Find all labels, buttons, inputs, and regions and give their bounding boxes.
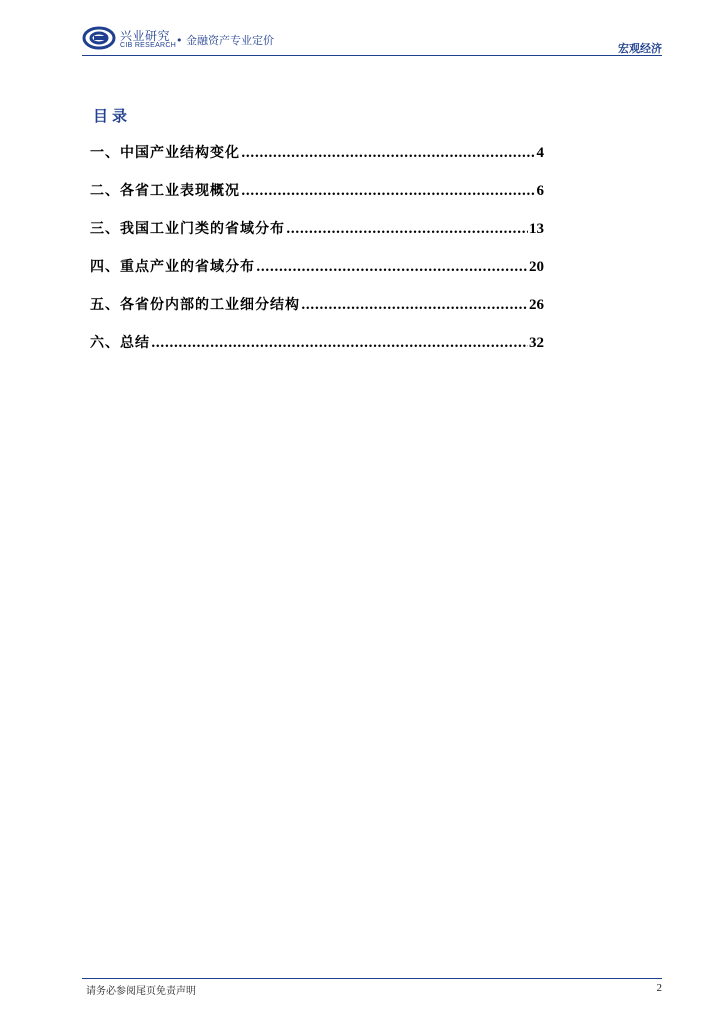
toc-entry-label: 三、我国工业门类的省域分布 (90, 221, 285, 237)
brand-name-cn: 兴业研究 (120, 29, 171, 43)
toc-entry[interactable] (90, 180, 544, 204)
toc-entry-label: 六、总结 (90, 335, 150, 351)
footer-divider (82, 978, 662, 979)
toc-entry[interactable] (90, 218, 544, 242)
toc-entry[interactable] (90, 332, 544, 356)
toc-entry-label: 四、重点产业的省域分布 (90, 259, 255, 275)
toc-entry-page: 20 (529, 259, 544, 275)
toc-leader-dots (256, 260, 528, 275)
section-title: 宏观经济 (618, 42, 662, 55)
toc-entry-label: 二、各省工业表现概况 (90, 183, 240, 199)
header-divider (82, 55, 662, 56)
toc-leader-dots (286, 222, 528, 237)
toc-entry-label: 一、中国产业结构变化 (90, 145, 240, 161)
toc-leader-dots (151, 336, 528, 351)
toc-entry[interactable] (90, 294, 544, 318)
footer-disclaimer: 请务必参阅尾页免责声明 (86, 986, 196, 997)
toc-title: 目录 (93, 107, 132, 125)
toc-entry-label: 五、各省份内部的工业细分结构 (90, 297, 300, 313)
page-header (82, 26, 662, 58)
cib-logo-icon (82, 26, 116, 50)
page-number: 2 (656, 982, 662, 994)
brand-name-en: CIB RESEARCH (120, 42, 177, 49)
toc-entry-page: 4 (536, 145, 544, 161)
toc-entry-page: 13 (529, 221, 544, 237)
toc-entry-page: 26 (529, 297, 544, 313)
toc-entry-page: 6 (536, 183, 544, 199)
toc-entry-page: 32 (529, 335, 544, 351)
toc-leader-dots (241, 146, 536, 161)
brand-tagline: • 金融资产专业定价 (176, 34, 274, 47)
toc-entry[interactable] (90, 142, 544, 166)
toc-entry[interactable] (90, 256, 544, 280)
toc-leader-dots (301, 298, 528, 313)
toc-leader-dots (241, 184, 536, 199)
